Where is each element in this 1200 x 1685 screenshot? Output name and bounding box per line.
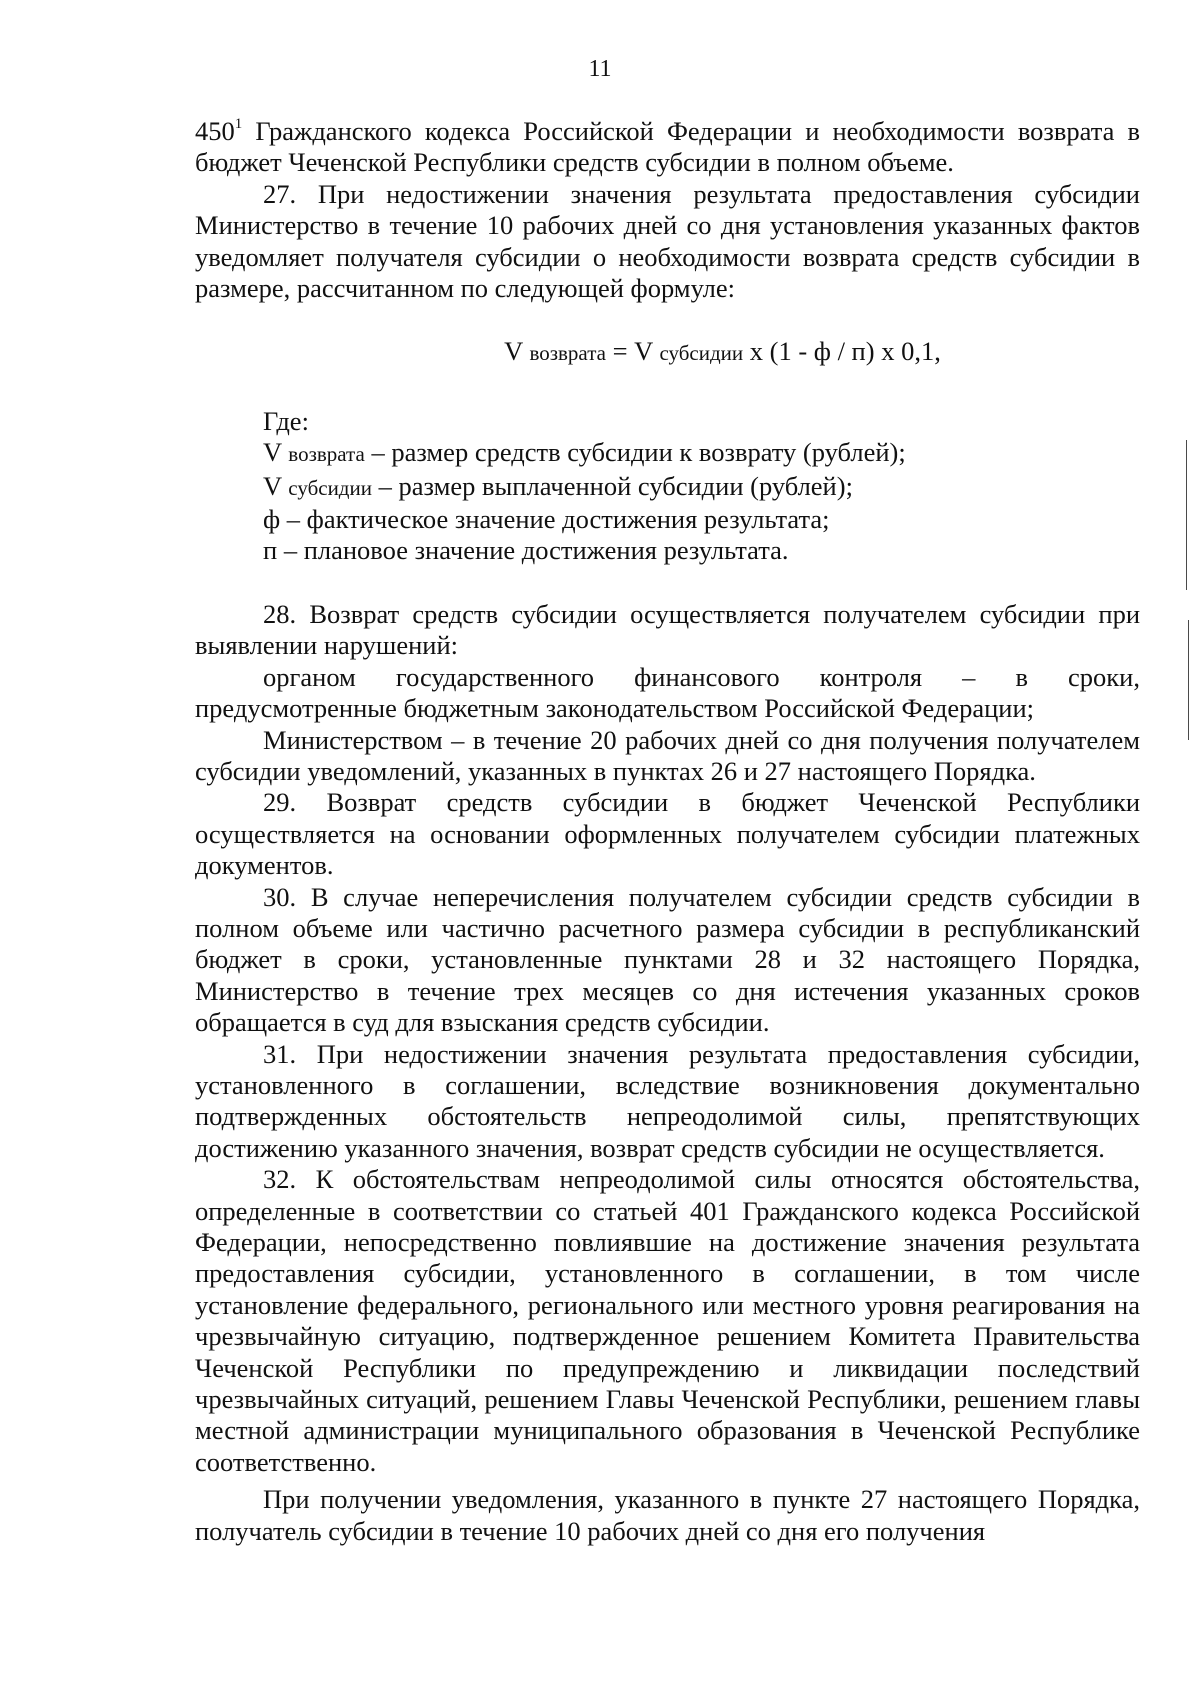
document-body	[195, 116, 1140, 1547]
formula-sub-return: возврата	[529, 341, 606, 366]
paragraph-28-a: органом государственного финансового контроля – в сроки, предусмотренные бюджетным законодательством Российской Федерации;	[195, 661, 1140, 724]
paragraph-31: 31. При недостижении значения результата предоставления субсидии, установленного в соглашении, вследствие возникновения документально подтвержденных обстоятельств непреодолимой силы, препятствующих достижению указанного значения, возврат средств субсидии не осуществляется.	[195, 1038, 1140, 1163]
margin-line	[1188, 620, 1189, 740]
formula-sub-subsidy: субсидии	[659, 341, 744, 366]
paragraph-28: 28. Возврат средств субсидии осуществляется получателем субсидии при выявлении нарушений:	[195, 598, 1140, 661]
paragraph-32: 32. К обстоятельствам непреодолимой силы относятся обстоятельства, определенные в соответствии со статьей 401 Гражданского кодекса Российской Федерации, непосредственно повлиявшие на достижение значения результата предоставления субсидии, установленного в соглашении, в том числе установление федерального, регионального или местного уровня реагирования на чрезвычайную ситуацию, подтвержденное решением Комитета Правительства Чеченской Республики по предупреждению и ликвидации последствий чрезвычайных ситуаций, решением Главы Чеченской Республики, решением главы местной администрации муниципального образования в Чеченской Республике соответственно.	[195, 1164, 1140, 1477]
definitions-label: Где:	[263, 405, 309, 436]
page-number: 11	[588, 56, 612, 82]
paragraph-27: 27. При недостижении значения результата предоставления субсидии Министерство в течение 10 рабочих дней со дня установления указанных фактов уведомляет получателя субсидии о необходимости возврата средств субсидии в размере, рассчитанном по следующей формуле:	[195, 178, 1140, 304]
paragraph-33: При получении уведомления, указанного в пункте 27 настоящего Порядка, получатель субсидии в течение 10 рабочих дней со дня его получения	[195, 1484, 1140, 1546]
definition-item: ф – фактическое значение достижения результата;	[263, 504, 830, 535]
definition-item: п – плановое значение достижения результата.	[263, 535, 789, 566]
formula-definitions	[195, 406, 1140, 567]
article-number: 450	[195, 116, 235, 146]
section-gap	[195, 567, 1140, 599]
paragraph-29: 29. Возврат средств субсидии в бюджет Чеченской Республики осуществляется на основании оформленных получателем субсидии платежных документов.	[195, 787, 1140, 881]
continuation-paragraph	[195, 116, 1140, 179]
formula: V возврата = V субсидии x (1 - ф / п) x 0,1,	[504, 336, 941, 367]
definition-item: V возврата – размер средств субсидии к возврату (рублей);	[263, 437, 906, 468]
continuation-text: Гражданского кодекса Российской Федерации и необходимости возврата в бюджет Чеченской Республики средств субсидии в полном объеме.	[195, 116, 1140, 178]
article-superscript: 1	[234, 116, 243, 133]
paragraph-30: 30. В случае неперечисления получателем субсидии средств субсидии в полном объеме или частично расчетного размера субсидии в республиканский бюджет в сроки, установленные пунктами 28 и 32 настоящего Порядка, Министерство в течение трех месяцев со дня истечения указанных сроков обращается в суд для взыскания средств субсидии.	[195, 881, 1140, 1038]
definition-item: V субсидии – размер выплаченной субсидии (рублей);	[263, 470, 853, 501]
margin-line	[1186, 440, 1187, 590]
paragraph-28-b: Министерством – в течение 20 рабочих дней со дня получения получателем субсидии уведомлений, указанных в пунктах 26 и 27 настоящего Порядка.	[195, 724, 1140, 786]
